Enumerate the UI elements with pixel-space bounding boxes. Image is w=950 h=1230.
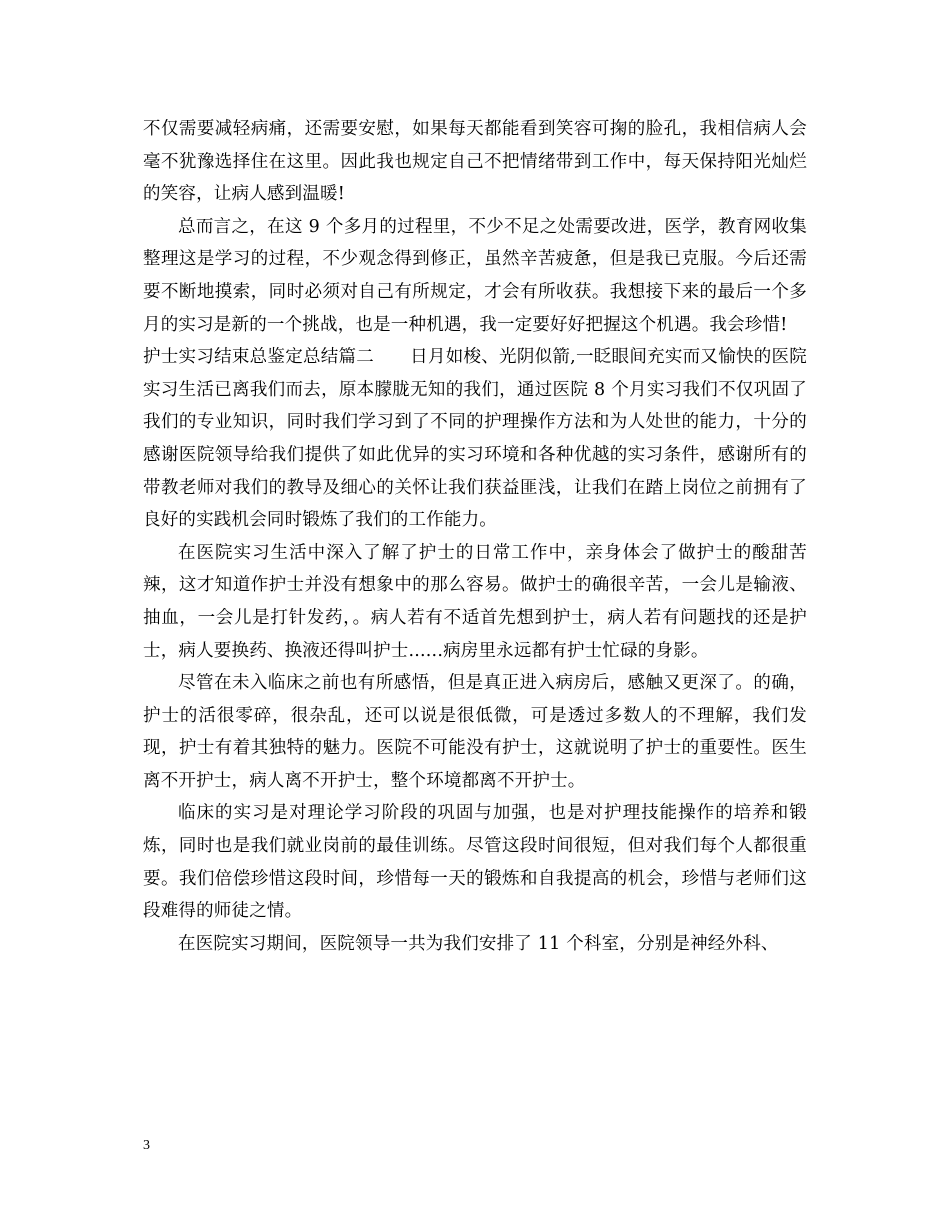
section-paragraph xyxy=(143,341,807,537)
paragraph-4: 尽管在未入临床之前也有所感悟，但是真正进入病房后，感触又更深了。的确，护士的活很零碎，很杂乱，还可以说是很低微，可是透过多数人的不理解，我们发现，护士有着其独特的魅力。医院不可能没有护士，这就说明了护士的重要性。医生离不开护士，病人离不开护士，整个环境都离不开护士。 xyxy=(143,673,807,791)
paragraph-5: 临床的实习是对理论学习阶段的巩固与加强，也是对护理技能操作的培养和锻炼，同时也是我们就业岗前的最佳训练。尽管这段时间很短，但对我们每个人都很重要。我们倍偿珍惜这段时间，珍惜每一天的锻炼和自我提高的机会，珍惜与老师们这段难得的师徒之情。 xyxy=(143,803,807,922)
page-number: 3 xyxy=(143,1138,150,1153)
paragraph-1: 不仅需要减轻病痛，还需要安慰，如果每天都能看到笑容可掬的脸孔，我相信病人会毫不犹豫选择住在这里。因此我也规定自己不把情绪带到工作中，每天保持阳光灿烂的笑容，让病人感到温暖! xyxy=(143,119,807,205)
paragraph-2: 总而言之，在这 9 个多月的过程里，不少不足之处需要改进，医学，教育网收集整理这是学习的过程，不少观念得到修正，虽然辛苦疲惫，但是我已克服。今后还需要不断地摸索，同时必须对自己有所规定，才会有所收获。我想接下来的最后一个多月的实习是新的一个挑战，也是一种机遇，我一定要好好把握这个机遇。我会珍惜! xyxy=(143,216,807,335)
document-body xyxy=(143,113,807,960)
paragraph-6: 在医院实习期间，医院领导一共为我们安排了 11 个科室，分别是神经外科、 xyxy=(178,933,779,954)
section-title: 护士实习结束总鉴定总结篇二 xyxy=(143,347,375,368)
section-intro-text: 日月如梭、光阴似箭,一眨眼间充实而又愉快的医院实习生活已离我们而去，原本朦胧无知的我们，通过医院 8 个月实习我们不仅巩固了我们的专业知识，同时我们学习到了不同的护理操作方法和为人处世的能力，十分的感谢医院领导给我们提供了如此优异的实习环境和各种优越的实习条件，感谢所有的带教老师对我们的教导及细心的关怀让我们获益匪浅，让我们在踏上岗位之前拥有了良好的实践机会同时锻炼了我们的工作能力。 xyxy=(143,347,807,531)
paragraph-3: 在医院实习生活中深入了解了护士的日常工作中，亲身体会了做护士的酸甜苦辣，这才知道作护士并没有想象中的那么容易。做护士的确很辛苦，一会儿是输液、抽血，一会儿是打针发药，。病人若有不适首先想到护士，病人若有问题找的还是护士，病人要换药、换液还得叫护士......病房里永远都有护士忙碌的身影。 xyxy=(143,542,807,661)
